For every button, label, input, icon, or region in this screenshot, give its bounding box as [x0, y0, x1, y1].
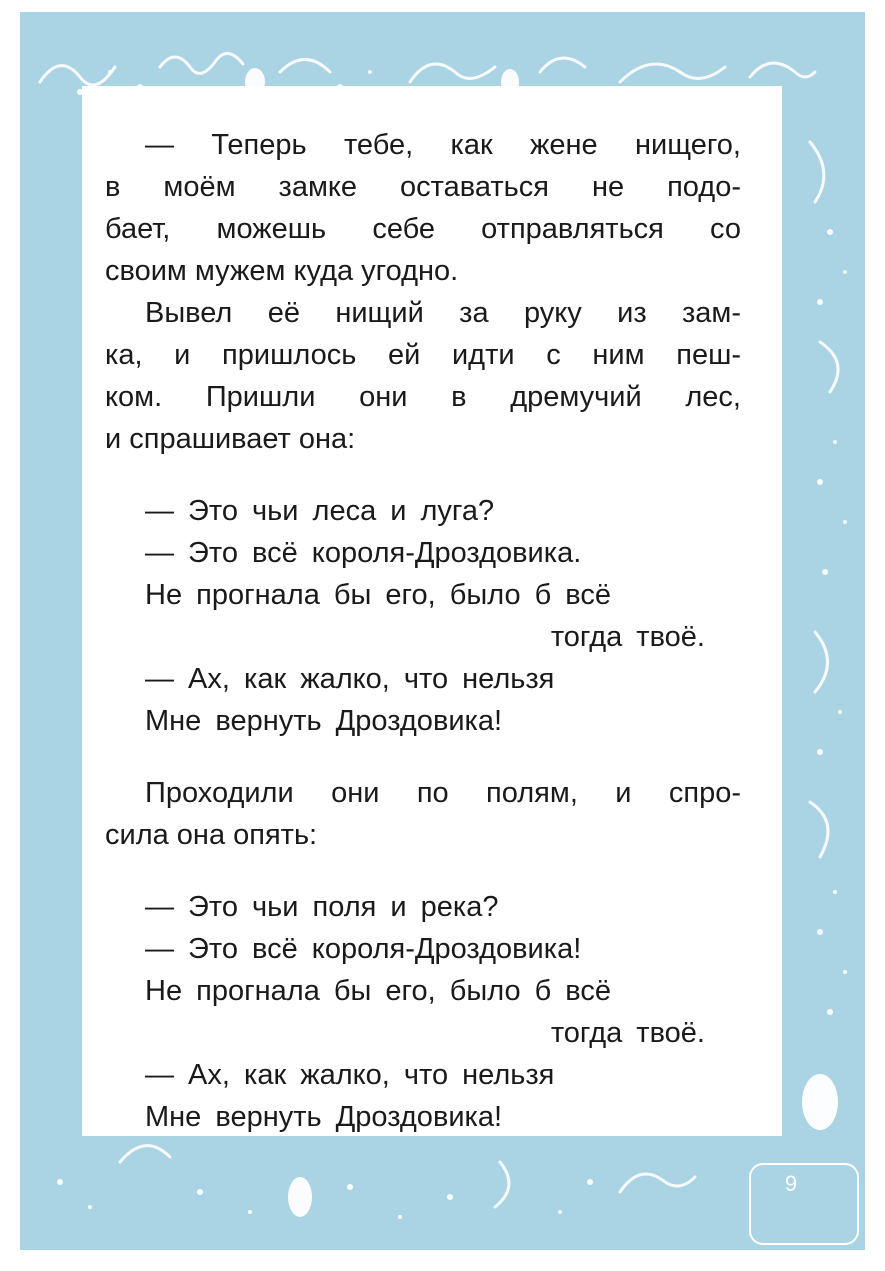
text-line: своим мужем куда угодно. — [105, 255, 459, 287]
text-line: и спрашивает она: — [105, 423, 356, 455]
text-line: — Теперь тебе, как жене нищего, — [145, 129, 741, 161]
verse-line: Не прогнала бы его, было б всё — [145, 579, 612, 611]
text-line: Вывел её нищий за руку из зам- — [145, 297, 741, 329]
verse-line: — Это чьи поля и река? — [145, 891, 499, 923]
page-number-box — [749, 1163, 859, 1245]
story-text — [105, 124, 741, 1138]
verse-line: — Это чьи леса и луга? — [145, 495, 495, 527]
text-line: Проходили они по полям, и спро- — [145, 777, 741, 809]
text-line: ком. Пришли они в дремучий лес, — [105, 381, 741, 413]
verse — [105, 490, 741, 742]
paragraph — [105, 124, 741, 292]
text-line: бает, можешь себе отправляться со — [105, 213, 741, 245]
text-line: сила она опять: — [105, 819, 318, 851]
text-line: в моём замке оставаться не подо- — [105, 171, 741, 203]
text-line: ка, и пришлось ей идти с ним пеш- — [105, 339, 741, 371]
verse-line: — Ах, как жалко, что нельзя — [145, 1059, 555, 1091]
verse-line: Мне вернуть Дроздовика! — [145, 1101, 503, 1133]
page-number: 9 — [784, 1171, 798, 1196]
verse-line: Не прогнала бы его, было б всё — [145, 975, 612, 1007]
verse-line: — Ах, как жалко, что нельзя — [145, 663, 555, 695]
verse-line: тогда твоё. — [550, 621, 705, 653]
verse-line: тогда твоё. — [550, 1017, 705, 1049]
paragraph — [105, 772, 741, 856]
verse-line: — Это всё короля-Дроздовика! — [145, 933, 582, 965]
verse — [105, 886, 741, 1138]
verse-line: — Это всё короля-Дроздовика. — [145, 537, 582, 569]
paragraph — [105, 292, 741, 460]
verse-line: Мне вернуть Дроздовика! — [145, 705, 503, 737]
